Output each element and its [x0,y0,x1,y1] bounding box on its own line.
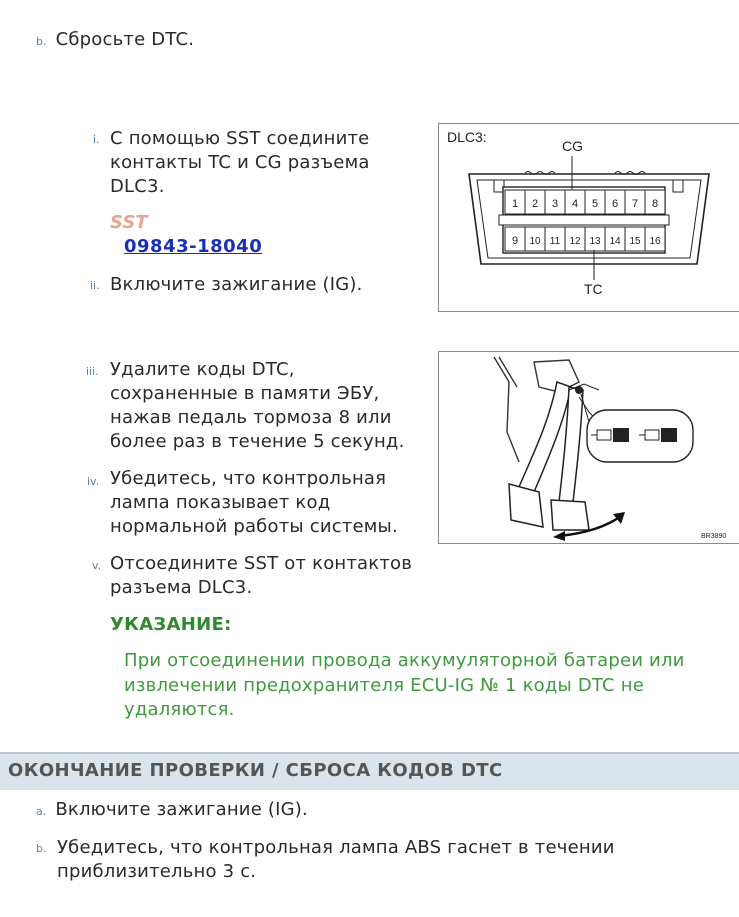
dlc3-pin-label: 10 [529,236,541,247]
dlc3-cg-label: CG [562,138,583,154]
sst-code-link[interactable]: 09843-18040 [124,236,263,257]
hint-line: удаляются. [124,699,235,720]
section-title: ОКОНЧАНИЕ ПРОВЕРКИ / СБРОСА КОДОВ DTC [8,760,503,781]
pedal-figure [438,351,739,544]
final-b-line: Убедитесь, что контрольная лампа ABS гаснет в течении [57,837,615,858]
sub-ii-text: Включите зажигание (IG). [110,274,363,295]
dlc3-tc-label: TC [584,281,603,297]
sub-i-text [110,127,370,199]
dlc3-pin-label: 4 [571,198,579,210]
dlc3-pin-label: 6 [611,198,619,210]
hint-line: извлечении предохранителя ECU-IG № 1 коды DTC не [124,674,644,696]
sub-ii-marker: ii. [90,279,100,292]
dlc3-pin-label: 3 [551,198,559,210]
sub-v-text [110,552,412,600]
dlc3-bottom-pins [505,227,665,251]
stop-switch [575,386,583,394]
sub-iv-marker: iv. [87,475,100,488]
dlc3-pin-label: 9 [511,235,519,247]
final-a-text: Включите зажигание (IG). [55,799,308,820]
dlc3-top-pins [505,190,665,214]
hint-line: При отсоединении провода аккумуляторной батареи или [124,650,685,671]
hint-body [124,649,685,723]
sub-i-marker: i. [93,133,100,146]
dlc3-pin-label: 13 [589,236,601,247]
sub-i-line: С помощью SST соедините [110,128,370,149]
dlc3-center-bar [499,215,669,225]
hint-title: УКАЗАНИЕ: [110,614,232,635]
dlc3-pin-label: 16 [649,236,661,247]
press-arrow-head-left [553,531,565,541]
connector-callout [587,410,693,462]
sub-iv-line: нормальной работы системы. [110,516,398,537]
dlc3-pin-label: 11 [549,236,561,247]
step-b-text: Сбросьте DTC. [55,29,195,50]
final-b-text [57,836,615,884]
sub-v-line: разъема DLC3. [110,577,253,598]
clutch-pedal-pad [551,500,589,530]
final-b-marker: b. [36,842,47,855]
pedal-bracket [494,357,519,462]
dlc3-pin-label: 14 [609,236,621,247]
dlc3-key-right [673,180,683,192]
final-a-marker: a. [36,805,47,818]
sub-i-line: контакты TC и CG разъема [110,152,370,173]
sub-iii-marker: iii. [86,365,99,378]
sub-v-line: Отсоедините SST от контактов [110,553,413,574]
pedal-figure-code: BR3890 [701,533,727,540]
dlc3-figure [438,123,739,312]
final-b-line: приблизительно 3 с. [57,861,257,882]
sub-iv-text [110,467,398,539]
final-a [36,798,308,822]
brake-pedal-pad [509,484,543,527]
dlc3-pin-label: 12 [569,236,581,247]
pedal-diagram [439,352,739,543]
step-b-marker: b. [36,35,47,48]
dlc3-diagram [439,124,739,311]
sst-label: SST [110,212,148,233]
dlc3-pin-label: 2 [531,198,539,210]
dlc3-pin-label: 5 [591,198,599,210]
sub-iii-text [110,358,405,454]
sub-iv-line: Убедитесь, что контрольная [110,468,387,489]
dlc3-pin-label: 7 [631,198,639,210]
step-b [36,28,194,52]
dlc3-title: DLC3: [447,129,487,145]
dlc3-pin-label: 1 [511,198,519,210]
sub-i-line: DLC3. [110,176,165,197]
section-banner [0,752,739,790]
sub-v-marker: v. [92,559,102,572]
sub-iii-line: нажав педаль тормоза 8 или [110,407,392,428]
sub-iii-line: более раз в течение 5 секунд. [110,431,405,452]
dlc3-pin-label: 15 [629,236,641,247]
sub-iii-line: сохраненные в памяти ЭБУ, [110,383,380,404]
dlc3-pin-label: 8 [651,198,659,210]
sub-iv-line: лампа показывает код [110,492,331,513]
sub-iii-line: Удалите коды DTC, [110,359,295,380]
press-arrow-head-right [613,512,625,524]
